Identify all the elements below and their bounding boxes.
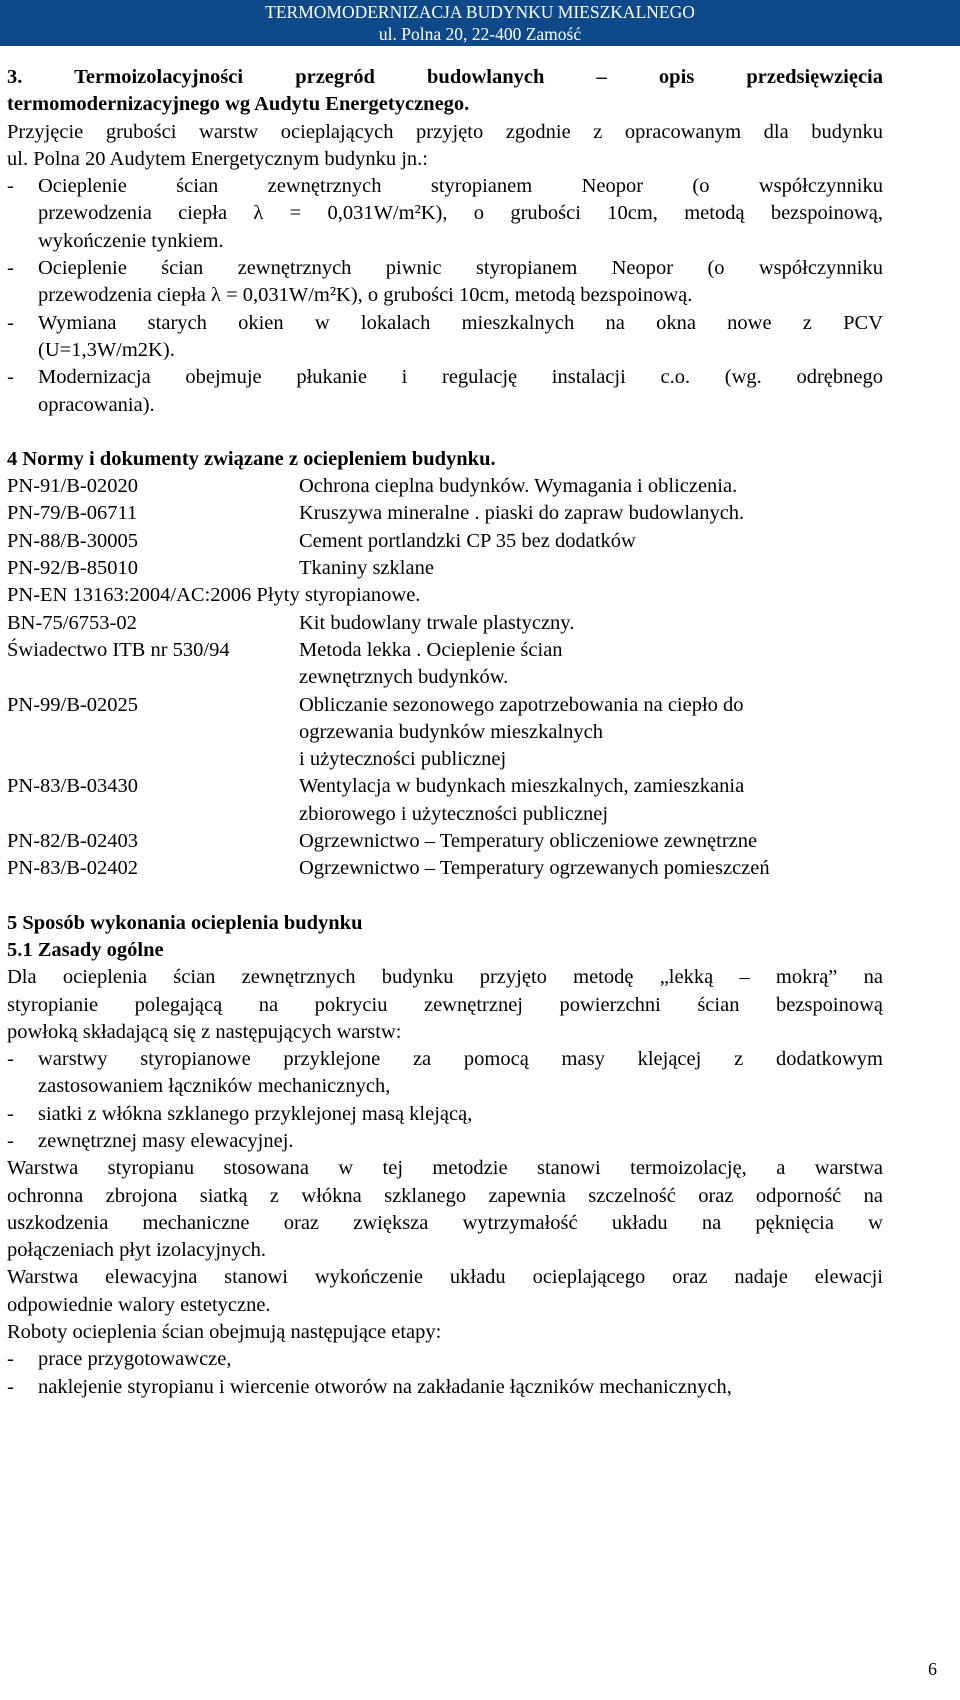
paragraph-line: Warstwa elewacyjna stanowi wykończenie układu ocieplającego oraz nadaje elewacji: [7, 1266, 883, 1289]
norm-desc: Ogrzewnictwo – Temperatury obliczeniowe zewnętrzne: [299, 830, 758, 853]
section4-heading: 4 Normy i dokumenty związane z ociepleniem budynku.: [7, 447, 496, 470]
section3-intro-line1: Przyjęcie grubości warstw ocieplających przyjęto zgodnie z opracowanym dla budynku: [7, 120, 883, 143]
section5-1-heading: 5.1 Zasady ogólne: [7, 938, 164, 961]
norm-desc: i użyteczności publicznej: [299, 748, 507, 771]
norm-row: [7, 692, 883, 774]
norm-row: [7, 828, 883, 855]
norm-row: [7, 555, 883, 582]
paragraph-line: odpowiednie walory estetyczne.: [7, 1293, 271, 1316]
section3-heading-line1: 3. Termoizolacyjności przegród budowlanych – opis przedsięwzięcia: [7, 66, 883, 88]
norm-desc: zbiorowego i użyteczności publicznej: [299, 802, 609, 825]
list-item: - Wymiana starych okien w lokalach mieszkalnych na okna nowe z PCV (U=1,3W/m2K).: [7, 311, 883, 361]
header-title: TERMOMODERNIZACJA BUDYNKU MIESZKALNEGO: [265, 2, 695, 22]
norm-code: PN-88/B-30005: [7, 529, 138, 552]
list-item: - zewnętrznej masy elewacyjnej.: [7, 1129, 294, 1152]
norm-code: PN-83/B-03430: [7, 775, 138, 798]
page-content: [7, 64, 883, 1401]
paragraph-line: ochronna zbrojona siatką z włókna szklanego zapewnia szczelność oraz odporność na: [7, 1184, 883, 1207]
norm-desc: zewnętrznych budynków.: [299, 666, 509, 689]
paragraph-line: powłoką składającą się z następujących warstw:: [7, 1020, 402, 1043]
section3-intro-line2: ul. Polna 20 Audytem Energetycznym budynku jn.:: [7, 147, 428, 170]
norm-code: PN-91/B-02020: [7, 475, 138, 498]
list-item: - naklejenie styropianu i wiercenie otworów na zakładanie łączników mechanicznych,: [7, 1375, 732, 1398]
norm-desc: Kruszywa mineralne . piaski do zapraw budowlanych.: [299, 502, 745, 525]
paragraph-line: styropianie polegającą na pokryciu zewnętrznej powierzchni ścian bezspoinową: [7, 993, 883, 1016]
norm-code: PN-99/B-02025: [7, 693, 138, 716]
paragraph-line: Dla ocieplenia ścian zewnętrznych budynku przyjęto metodę „lekką – mokrą” na: [7, 966, 883, 989]
norm-desc: Obliczanie sezonowego zapotrzebowania na ciepło do: [299, 693, 744, 716]
list-item: - warstwy styropianowe przyklejone za pomocą masy klejącej z dodatkowym zastosowaniem łączników mechanicznych,: [7, 1048, 883, 1098]
paragraph-line: połączeniach płyt izolacyjnych.: [7, 1239, 266, 1262]
norm-code: PN-82/B-02403: [7, 830, 138, 853]
norm-code: BN-75/6753-02: [7, 611, 137, 634]
norm-desc: Wentylacja w budynkach mieszkalnych, zamieszkania: [299, 775, 745, 798]
norm-row: [7, 773, 883, 828]
list-item: - Ocieplenie ścian zewnętrznych styropianem Neopor (o współczynniku przewodzenia ciepła λ = 0,031W/m²K), o grubości 10cm, metodą bezspoinową, wykończenie tynkiem.: [7, 175, 883, 252]
page-number: 6: [928, 1659, 937, 1679]
norm-code: PN-83/B-02402: [7, 857, 138, 880]
page-header: [0, 0, 960, 46]
norm-row: [7, 610, 883, 637]
section3-heading-line2: termomodernizacyjnego wg Audytu Energetycznego.: [7, 93, 470, 116]
norm-desc: Ochrona cieplna budynków. Wymagania i obliczenia.: [299, 475, 738, 498]
norm-code: PN-92/B-85010: [7, 557, 138, 580]
norm-desc: Metoda lekka . Ocieplenie ścian: [299, 638, 563, 661]
norm-desc: Kit budowlany trwale plastyczny.: [299, 611, 575, 634]
list-item: - siatki z włókna szklanego przyklejonej masą klejącą,: [7, 1102, 473, 1125]
norm-row: [7, 637, 883, 692]
norms-table: [7, 473, 883, 882]
norm-code: Świadectwo ITB nr 530/94: [7, 638, 230, 661]
norm-desc: Tkaniny szklane: [299, 557, 434, 580]
norm-row: [7, 500, 883, 527]
norm-desc: ogrzewania budynków mieszkalnych: [299, 720, 603, 743]
paragraph-line: Roboty ocieplenia ścian obejmują następujące etapy:: [7, 1321, 442, 1344]
norm-row: [7, 473, 883, 500]
list-item: - prace przygotowawcze,: [7, 1348, 232, 1371]
norm-row: [7, 855, 883, 882]
section5-heading: 5 Sposób wykonania ocieplenia budynku: [7, 911, 363, 934]
norm-code: PN-79/B-06711: [7, 502, 138, 525]
paragraph-line: uszkodzenia mechaniczne oraz zwiększa wytrzymałość układu na pęknięcia w: [7, 1211, 883, 1234]
header-address: ul. Polna 20, 22-400 Zamość: [378, 24, 582, 44]
list-item: - Ocieplenie ścian zewnętrznych piwnic styropianem Neopor (o współczynniku przewodzenia ciepła λ = 0,031W/m²K), o grubości 10cm, metodą bezspoinową.: [7, 257, 883, 307]
norm-row: [7, 528, 883, 555]
section3-list: [7, 173, 883, 419]
list-item: - Modernizacja obejmuje płukanie i regulację instalacji c.o. (wg. odrębnego opracowania).: [7, 366, 883, 416]
norm-full-line: PN-EN 13163:2004/AC:2006 Płyty styropianowe.: [7, 584, 421, 607]
paragraph-line: Warstwa styropianu stosowana w tej metodzie stanowi termoizolację, a warstwa: [7, 1157, 883, 1180]
norm-desc: Ogrzewnictwo – Temperatury ogrzewanych pomieszczeń: [299, 857, 770, 880]
norm-desc: Cement portlandzki CP 35 bez dodatków: [299, 529, 636, 552]
